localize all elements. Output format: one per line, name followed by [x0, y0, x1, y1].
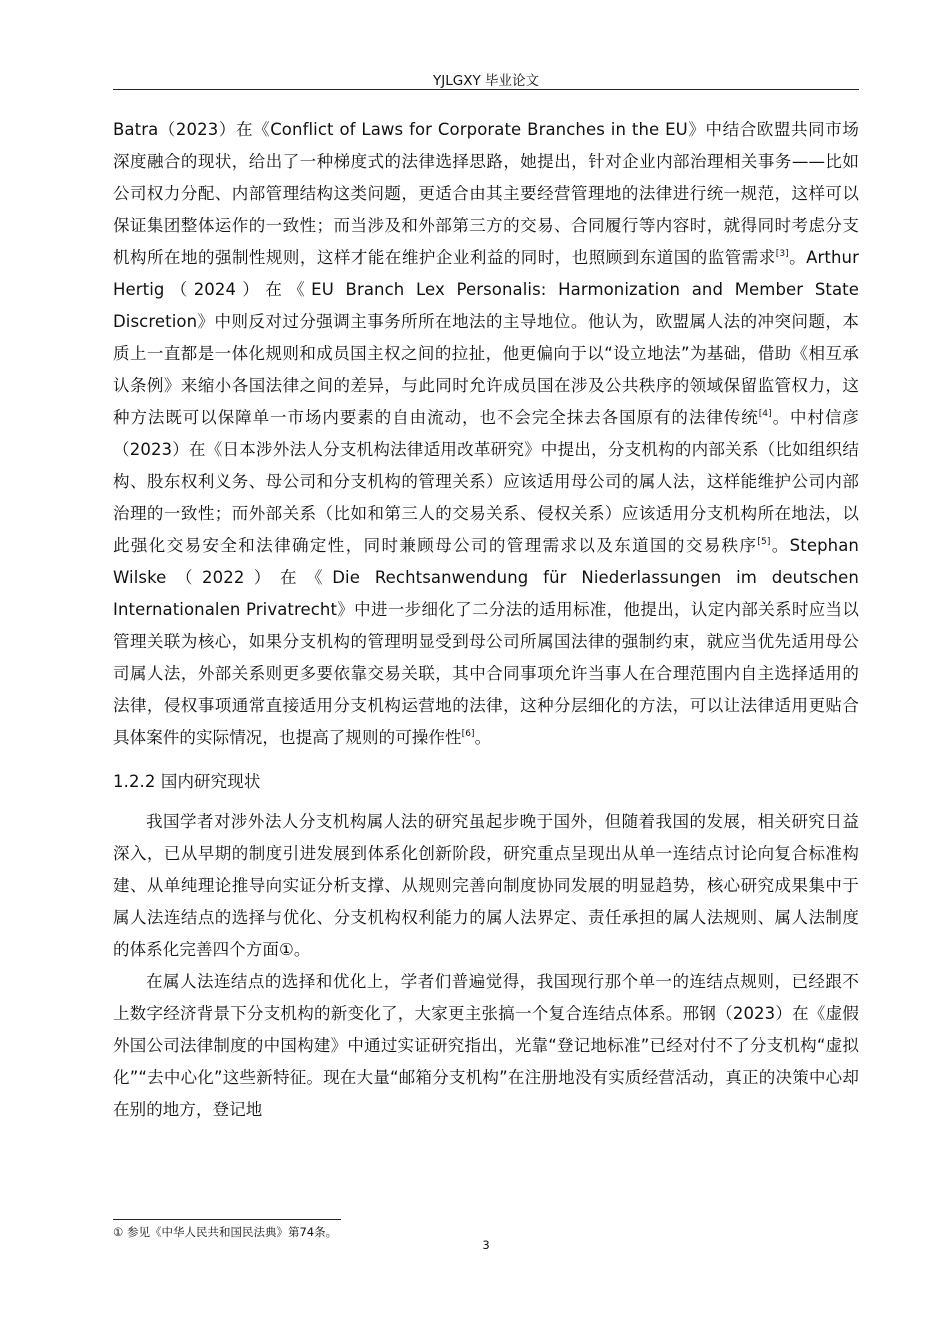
- footnote-rule: [113, 1219, 341, 1220]
- paragraph-foreign-research: [113, 114, 859, 754]
- citation-ref: [3]: [775, 249, 789, 259]
- section-title: 国内研究现状: [160, 772, 261, 791]
- citation-ref: [5]: [757, 537, 771, 547]
- citation-ref: [6]: [461, 729, 475, 739]
- text-segment: 。: [293, 940, 311, 959]
- paragraph-connecting-factor: [113, 966, 859, 1126]
- text-segment: 在属人法连结点的选择和优化上，学者们普遍觉得，我国现行那个单一的连结点规则，已经跟不上数字经济背景下分支机构的新变化了，大家更主张搞一个复合连结点体系。邢钢（2023）在《虚假外国公司法律制度的中国构建》中通过实证研究指出，光靠“登记地标准”已经对付不了分支机构“虚拟化”“去中心化”这些新特征。现在大量“邮箱分支机构”在注册地没有实质经营活动，真正的决策中心却在别的地方，登记地: [113, 972, 859, 1119]
- body-text: [113, 114, 859, 1126]
- paragraph-domestic-overview: [113, 806, 859, 966]
- page-number: 3: [482, 1238, 490, 1252]
- text-segment: 。: [474, 728, 492, 747]
- page-header: YJLGXY 毕业论文: [433, 73, 539, 89]
- text-segment: 。Stephan Wilske（2022）在《Die Rechtsanwendung für Niederlassungen im deutschen Internationalen Privatrecht》中进一步细化了二分法的适用标准，他提出，认定内部关系时应当以管理关联为核心，如果分支机构的管理明显受到母公司所属国法律的强制约束，就应当优先适用母公司属人法，外部关系则更多要依靠交易关联，其中合同事项允许当事人在合理范围内自主选择适用的法律，侵权事项通常直接适用分支机构运营地的法律，这种分层细化的方法，可以让法律适用更贴合具体案件的实际情况，也提高了规则的可操作性: [113, 536, 859, 747]
- section-number: 1.2.2: [113, 772, 156, 791]
- section-heading: [113, 766, 859, 798]
- citation-ref: [4]: [758, 409, 772, 419]
- footnote-text: 参见《中华人民共和国民法典》第74条。: [126, 1225, 338, 1239]
- header-rule: [113, 89, 859, 90]
- text-segment: Batra（2023）在《Conflict of Laws for Corporate Branches in the EU》中结合欧盟共同市场深度融合的现状，给出了一种梯度式的法律选择思路，她提出，针对企业内部治理相关事务——比如公司权力分配、内部管理结构这类问题，更适合由其主要经营管理地的法律进行统一规范，这样可以保证集团整体运作的一致性；而当涉及和外部第三方的交易、合同履行等内容时，就得同时考虑分支机构所在地的强制性规则，这样才能在维护企业利益的同时，也照顾到东道国的监管需求: [113, 120, 859, 267]
- text-segment: 我国学者对涉外法人分支机构属人法的研究虽起步晚于国外，但随着我国的发展，相关研究日益深入，已从早期的制度引进发展到体系化创新阶段，研究重点呈现出从单一连结点讨论向复合标准构建、从单纯理论推导向实证分析支撑、从规则完善向制度协同发展的明显趋势，核心研究成果集中于属人法连结点的选择与优化、分支机构权利能力的属人法界定、责任承担的属人法规则、属人法制度的体系化完善四个方面: [113, 812, 859, 959]
- text-segment: 。中村信彦（2023）在《日本涉外法人分支机构法律适用改革研究》中提出，分支机构的内部关系（比如组织结构、股东权利义务、母公司和分支机构的管理关系）应该适用母公司的属人法，这样能维护公司内部治理的一致性；而外部关系（比如和第三人的交易关系、侵权关系）应该适用分支机构所在地法，以此强化交易安全和法律确定性，同时兼顾母公司的管理需求以及东道国的交易秩序: [113, 408, 860, 555]
- text-segment: 。Arthur Hertig（2024）在《EU Branch Lex Personalis: Harmonization and Member State Discretion》中则反对过分强调主事务所所在地法的主导地位。他认为，欧盟属人法的冲突问题，本质上一直都是一体化规则和成员国主权之间的拉扯，他更偏向于以“设立地法”为基础，借助《相互承认条例》来缩小各国法律之间的差异，与此同时允许成员国在涉及公共秩序的领域保留监管权力，这种方法既可以保障单一市场内要素的自由流动，也不会完全抹去各国原有的法律传统: [113, 248, 859, 427]
- footnote-mark: ①: [113, 1225, 124, 1239]
- footnote-mark: ①: [279, 940, 294, 959]
